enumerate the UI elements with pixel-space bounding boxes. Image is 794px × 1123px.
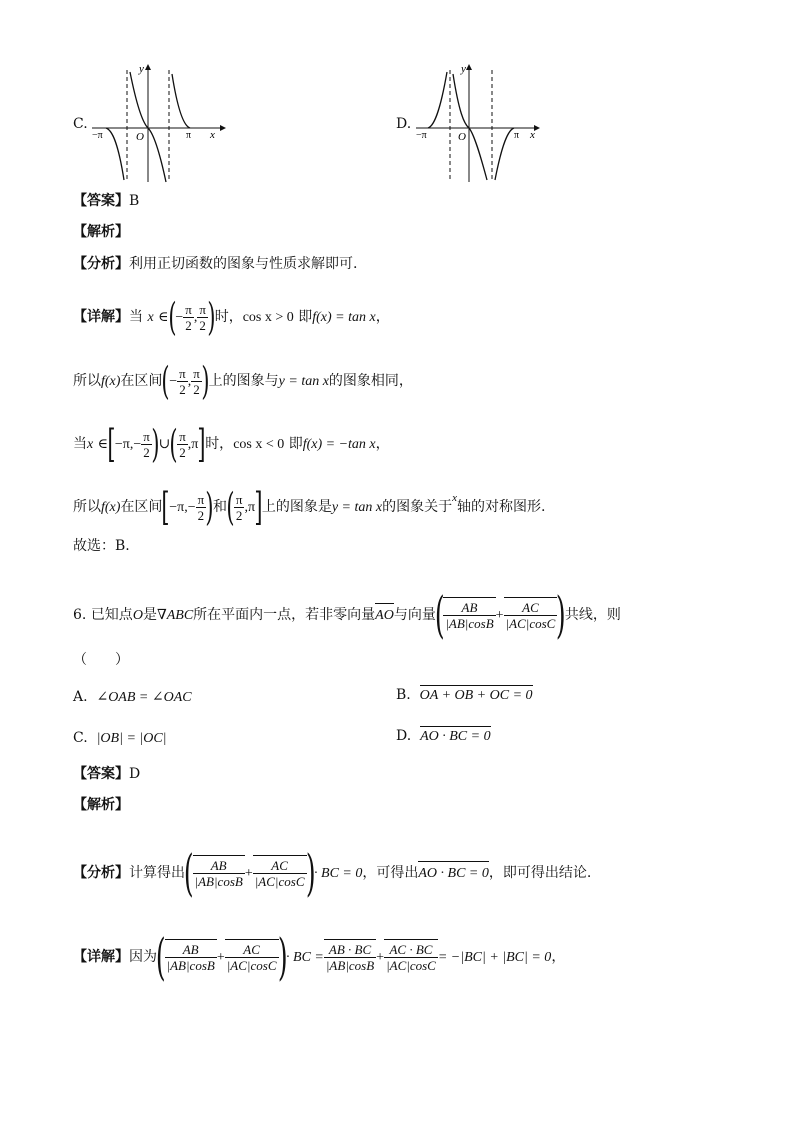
q6-jiexi: 【解析】 xyxy=(73,797,129,813)
option-d-label: D. xyxy=(396,116,412,132)
q5-detail-line4: 所以f(x)在区间[−π,− $\frac{\pi}{2}$ )和( $\frac{\pi}{2}$ ,π]上的图象是y = tan x的图象关于$^x$轴的对称图形. xyxy=(73,485,546,529)
q6-blank: （ ） xyxy=(73,652,129,668)
q5-detail-line2: 所以f(x)在区间(− $\frac{\pi}{2}$ , $\frac{\pi}{2}$ )上的图象与y = tan x的图象相同， xyxy=(73,359,413,403)
pi-label: π xyxy=(186,130,192,141)
svg-text:x: x xyxy=(530,129,535,141)
q5-jiexi: 【解析】 xyxy=(73,224,129,240)
curve-right xyxy=(172,74,190,128)
q6-stem: 6. 已知点O是∇ABC所在平面内一点，若非零向量AO与向量( $\frac{AB}{|AB|\cos B}$ + $\frac{AC}{|AC|\cos C}$ )共线，则 xyxy=(73,586,621,644)
origin-label: O xyxy=(136,131,144,143)
q5-detail-line3: 当x ∈[−π,− $\frac{\pi}{2}$ )∪( $\frac{\pi}{2}$ ,π]时，cos x < 0 即f(x) = −tan x， xyxy=(73,422,390,466)
x-label: x xyxy=(210,129,215,141)
graph-c xyxy=(90,62,230,184)
curve-left xyxy=(106,128,124,180)
y-label: y xyxy=(139,63,144,75)
q6-fenxi: 【分析】计算得出( $\frac{AB}{|AB|\cos B}$ + $\frac{AC}{|AC|\cos C}$ )· BC = 0，可得出AO · BC = 0，即可得出结论. xyxy=(73,844,592,902)
svg-text:O: O xyxy=(458,131,466,143)
svg-text:π: π xyxy=(514,130,520,141)
q6-option-a: A. ∠OAB = ∠OAC xyxy=(73,689,192,705)
svg-text:y: y xyxy=(461,63,466,75)
graph-d xyxy=(414,62,554,184)
q6-answer: 【答案】D xyxy=(73,766,141,782)
option-c-label: C. xyxy=(73,116,88,132)
q5-answer: 【答案】B xyxy=(73,193,140,209)
neg-pi-label: −π xyxy=(92,130,103,141)
q6-option-c: C. |OB| = |OC| xyxy=(73,730,167,746)
q6-detail: 【详解】因为( $\frac{AB}{|AB|\cos B}$ + $\frac{AC}{|AC|\cos C}$ )· BC = $\frac{AB \cdot BC}{|AB|\cos B}$ + $\frac{AC \cdot BC}{|AC|\cos C}$ = −|BC| + |BC| = 0， xyxy=(73,928,566,986)
q5-fenxi: 【分析】利用正切函数的图象与性质求解即可. xyxy=(73,256,358,272)
q5-detail-line1: 【详解】当 x ∈(− $\frac{\pi}{2}$ , $\frac{\pi}{2}$ )时，cos x > 0 即f(x) = tan x， xyxy=(73,295,390,339)
svg-text:−π: −π xyxy=(416,130,427,141)
q5-choose: 故选：B. xyxy=(73,538,130,554)
q6-option-d: D. AO · BC = 0 xyxy=(396,728,491,744)
q6-option-b: B. OA + OB + OC = 0 xyxy=(396,687,533,703)
